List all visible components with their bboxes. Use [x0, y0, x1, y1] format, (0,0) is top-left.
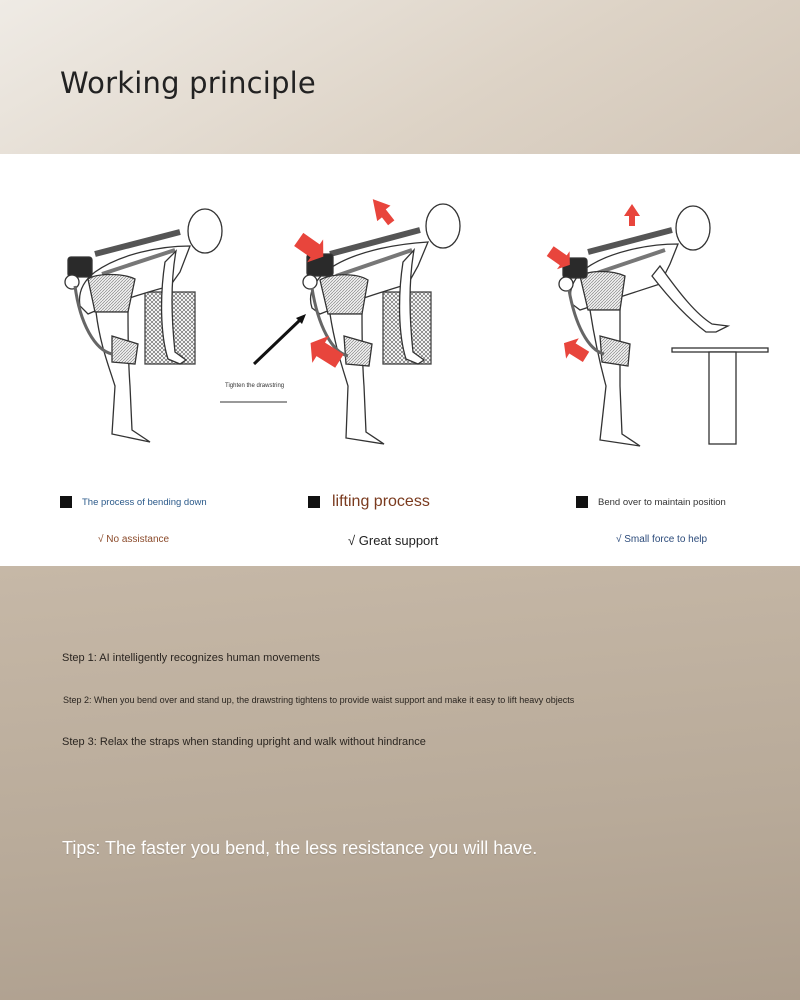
- steps-section: [0, 566, 800, 1000]
- stage-result-2: √ Great support: [348, 533, 439, 548]
- figure-bending-down: [65, 209, 222, 442]
- header-section: [0, 0, 800, 154]
- page-title: Working principle: [60, 66, 316, 100]
- bullet-square-icon: [60, 496, 72, 508]
- illustration-panel: [0, 154, 800, 566]
- stage-caption-1-text: The process of bending down: [82, 496, 207, 508]
- drawstring-arrow-icon: [254, 314, 306, 364]
- step-1: Step 1: AI intelligently recognizes human movements: [62, 652, 321, 664]
- stage-caption-2-text: lifting process: [332, 493, 430, 510]
- bullet-square-icon: [308, 496, 320, 508]
- stage-caption-1: [60, 496, 207, 508]
- stage-caption-3-text: Bend over to maintain position: [598, 496, 726, 508]
- stage-caption-2: [308, 493, 430, 511]
- step-3: Step 3: Relax the straps when standing upright and walk without hindrance: [62, 736, 426, 748]
- bullet-square-icon: [576, 496, 588, 508]
- stage-result-1: √ No assistance: [98, 534, 170, 545]
- head: [188, 209, 222, 253]
- tip-text: Tips: The faster you bend, the less resistance you will have.: [62, 838, 538, 858]
- stage-caption-3: [576, 496, 726, 508]
- step-2: Step 2: When you bend over and stand up, the drawstring tightens to provide waist support and make it easy to lift heavy objects: [63, 695, 575, 705]
- figure-maintain-position: [559, 206, 768, 446]
- drawstring-label: Tighten the drawstring: [225, 383, 285, 389]
- figure-lifting: [303, 204, 460, 444]
- table-leg: [709, 352, 736, 444]
- stage-result-3: √ Small force to help: [616, 534, 708, 545]
